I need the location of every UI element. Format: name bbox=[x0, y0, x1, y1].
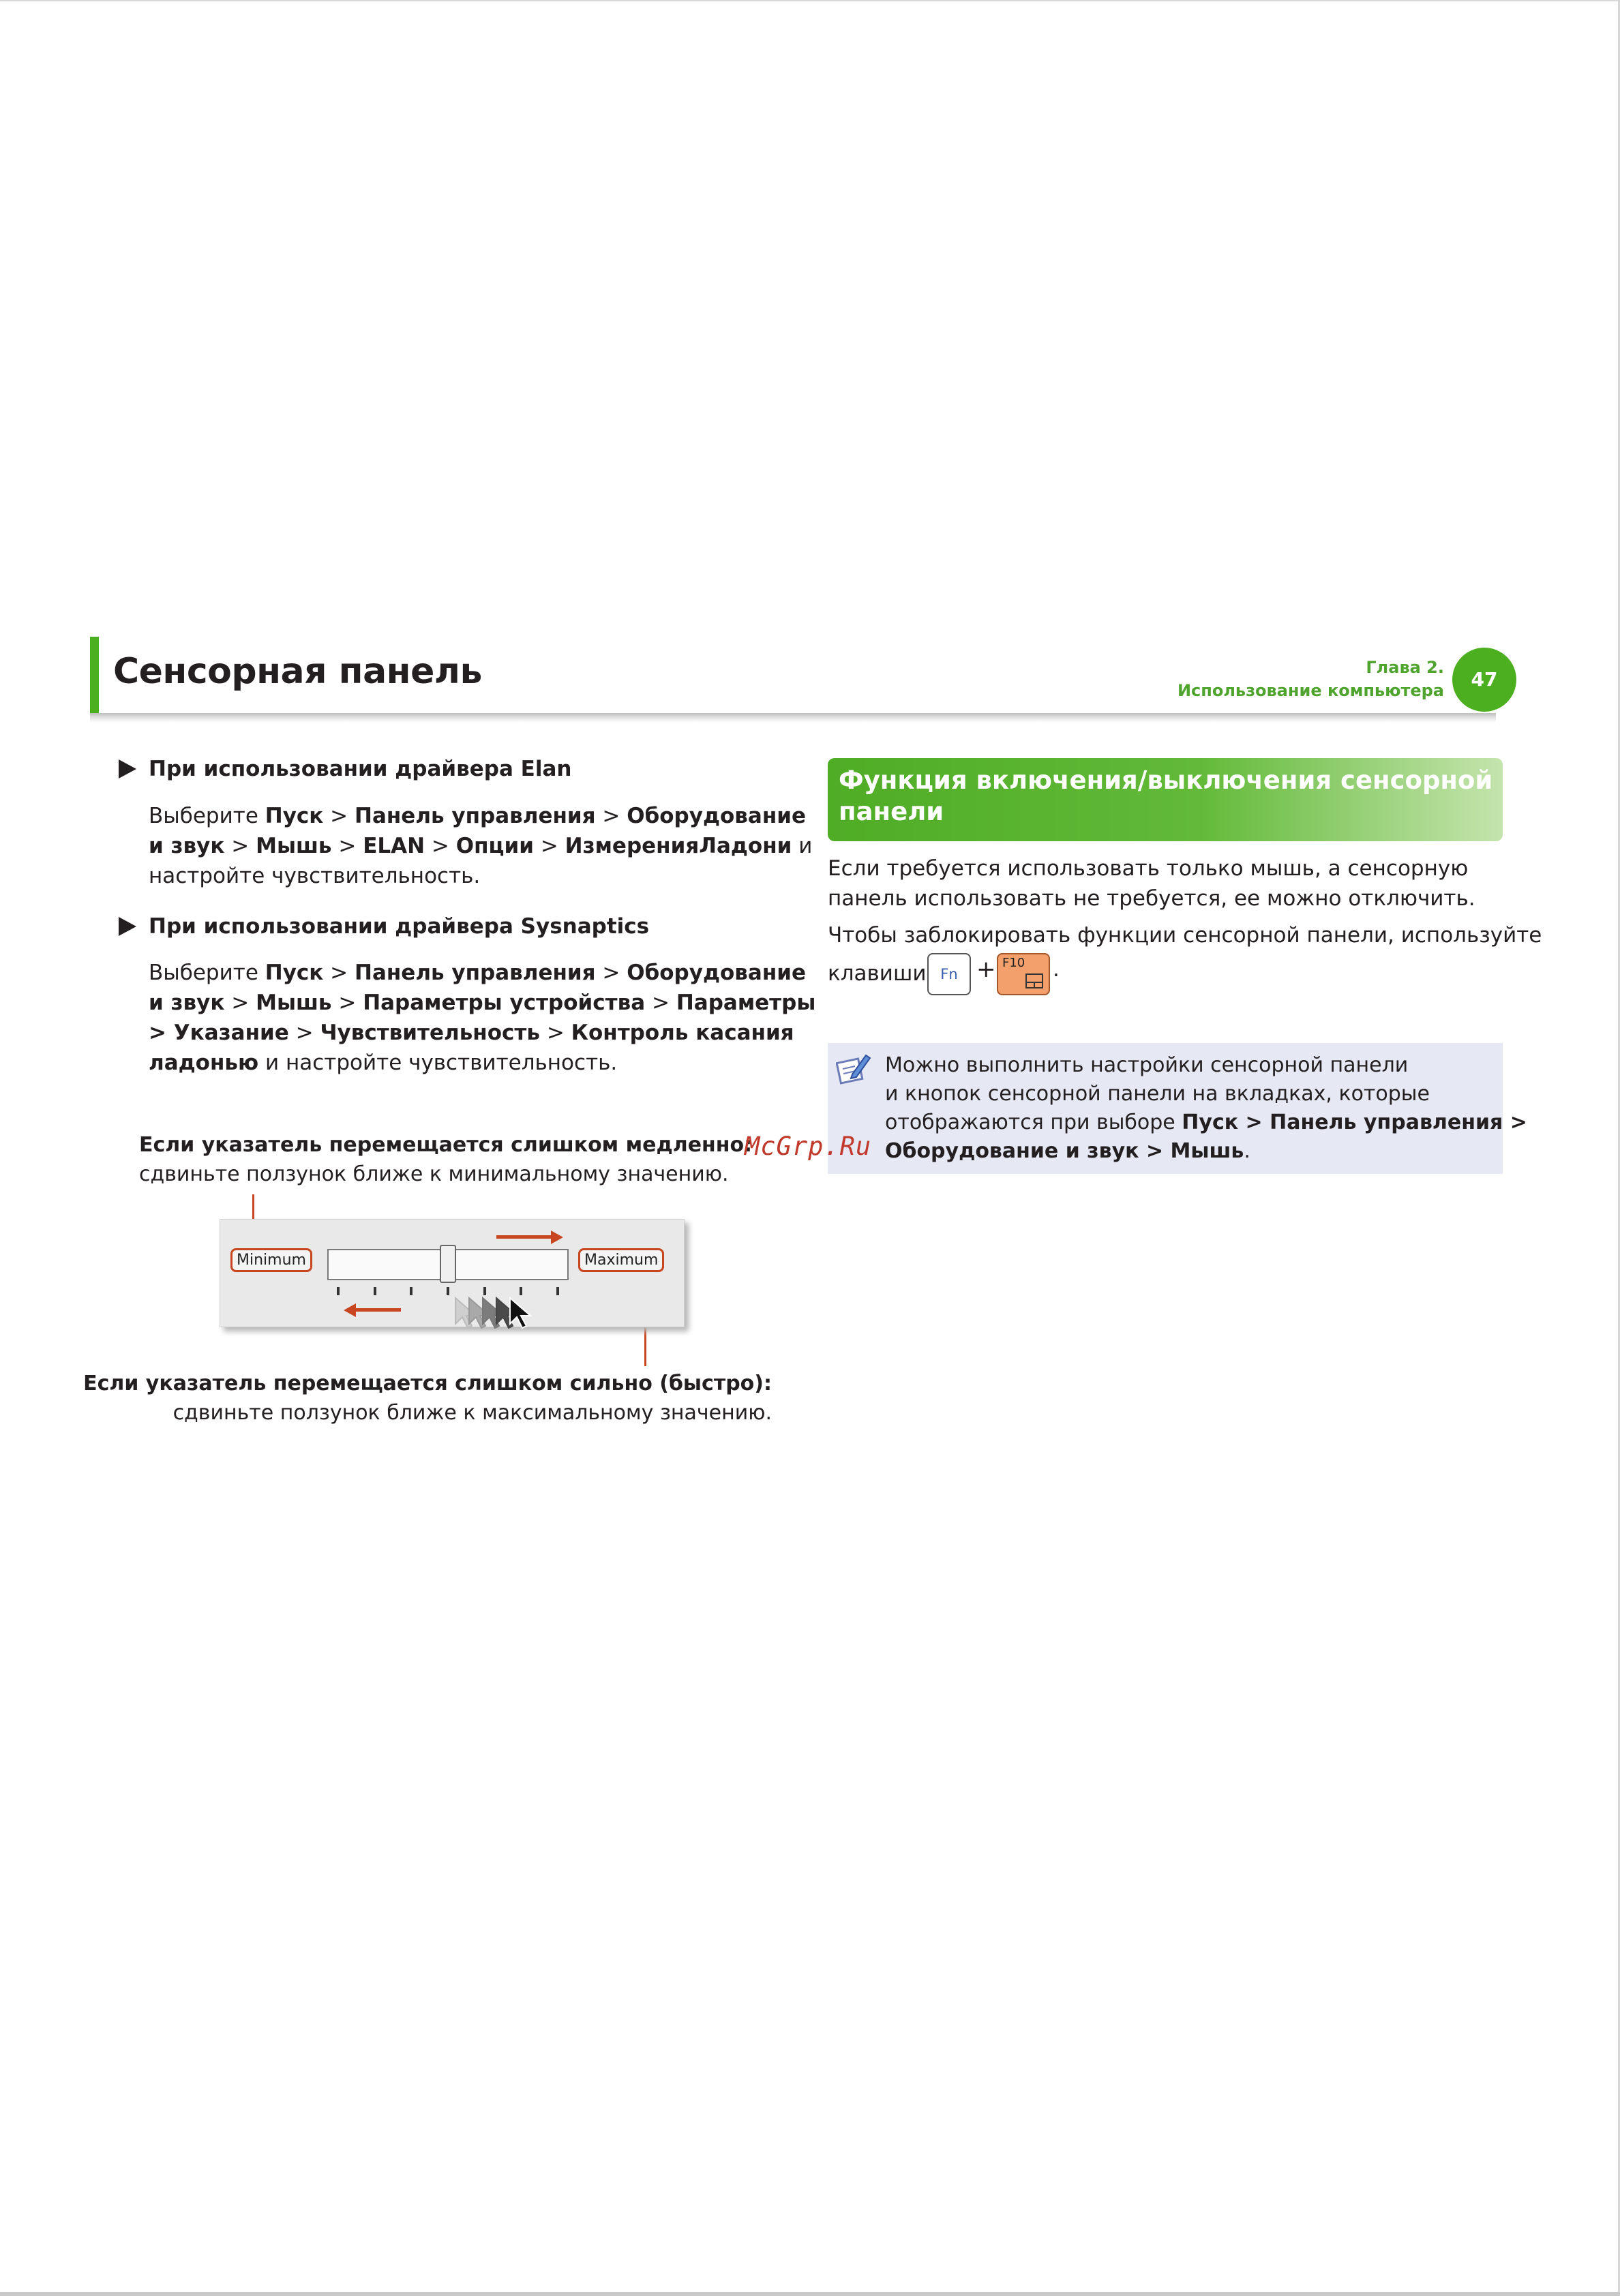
note-line-2: и кнопок сенсорной панели на вкладках, которые bbox=[885, 1082, 1430, 1106]
arrow-left-icon bbox=[344, 1303, 356, 1317]
elan-line-1: Выберите Пуск > Панель управления > Оборудование bbox=[149, 804, 806, 828]
synaptics-heading: При использовании драйвера Sysnaptics bbox=[149, 914, 650, 939]
section-title-line-1: Функция включения/выключения сенсорной bbox=[839, 766, 1493, 795]
chapter-label: Глава 2. bbox=[1366, 658, 1444, 677]
f10-key bbox=[997, 953, 1050, 995]
slider-thumb[interactable] bbox=[440, 1245, 456, 1283]
bullet-arrow-icon bbox=[119, 759, 136, 779]
arrow-right-shaft bbox=[496, 1235, 551, 1239]
watermark: McGrp.Ru bbox=[745, 1132, 872, 1161]
minimum-label: Minimum bbox=[230, 1248, 312, 1272]
slider-tick bbox=[337, 1287, 340, 1295]
cursor-motion-icon bbox=[453, 1294, 535, 1335]
page-number-badge: 47 bbox=[1452, 648, 1516, 712]
chapter-info bbox=[1178, 656, 1444, 702]
paragraph-2 bbox=[828, 920, 1542, 950]
chapter-name: Использование компьютера bbox=[1177, 681, 1444, 700]
fast-pointer-text: сдвиньте ползунок ближе к максимальному значению. bbox=[172, 1401, 772, 1425]
elan-line-3: настройте чувствительность. bbox=[149, 864, 481, 888]
elan-instructions bbox=[149, 801, 813, 891]
slider-tick bbox=[447, 1287, 449, 1295]
elan-heading: При использовании драйвера Elan bbox=[149, 757, 572, 781]
f10-key-label: F10 bbox=[1002, 956, 1025, 970]
paragraph-1 bbox=[828, 854, 1475, 913]
fast-pointer-title: Если указатель перемещается слишком сильно (быстро): bbox=[83, 1372, 772, 1395]
note-line-1: Можно выполнить настройки сенсорной панели bbox=[885, 1053, 1409, 1077]
paragraph-1-line-2: панель использовать не требуется, ее можно отключить. bbox=[828, 886, 1475, 911]
note-line-3: отображаются при выборе Пуск > Панель управления > bbox=[885, 1111, 1527, 1134]
section-title bbox=[839, 765, 1493, 828]
page-top-edge bbox=[0, 0, 1620, 1]
synaptics-line-1: Выберите Пуск > Панель управления > Оборудование bbox=[149, 961, 806, 985]
slider-tick bbox=[556, 1287, 559, 1295]
slow-pointer-text: сдвиньте ползунок ближе к минимальному значению. bbox=[139, 1162, 729, 1186]
page-title: Сенсорная панель bbox=[113, 651, 482, 692]
synaptics-line-3: > Указание > Чувствительность > Контроль касания bbox=[149, 1021, 794, 1045]
paragraph-1-line-1: Если требуется использовать только мышь, а сенсорную bbox=[828, 856, 1469, 881]
elan-line-2: и звук > Мышь > ELAN > Опции > ИзмеренияЛадони и bbox=[149, 834, 813, 858]
touchpad-icon bbox=[1025, 973, 1043, 988]
fn-key: Fn bbox=[927, 953, 971, 995]
slow-pointer-title: Если указатель перемещается слишком медленно: bbox=[139, 1133, 753, 1157]
paragraph-2-line-2: клавиши bbox=[828, 961, 927, 986]
bullet-arrow-icon bbox=[119, 917, 136, 936]
note-text bbox=[885, 1051, 1527, 1166]
page-bottom-edge bbox=[0, 2292, 1620, 2296]
note-line-4: Оборудование и звук > Мышь. bbox=[885, 1139, 1250, 1163]
synaptics-instructions bbox=[149, 958, 816, 1078]
arrow-right-icon bbox=[551, 1230, 563, 1244]
plus-sign: + bbox=[976, 956, 996, 983]
period: . bbox=[1053, 957, 1060, 982]
maximum-label: Maximum bbox=[578, 1248, 664, 1272]
synaptics-line-2: и звук > Мышь > Параметры устройства > Параметры bbox=[149, 991, 816, 1015]
synaptics-line-4: ладонью и настройте чувствительность. bbox=[149, 1051, 618, 1075]
arrow-left-shaft bbox=[356, 1308, 401, 1312]
slider-tick bbox=[374, 1287, 376, 1295]
section-title-line-2: панели bbox=[839, 797, 944, 826]
header-divider bbox=[90, 713, 1496, 723]
title-accent-bar bbox=[90, 637, 99, 717]
note-pencil-icon bbox=[836, 1051, 871, 1087]
slider-tick bbox=[410, 1287, 412, 1295]
paragraph-2-line-1: Чтобы заблокировать функции сенсорной панели, используйте bbox=[828, 923, 1542, 948]
